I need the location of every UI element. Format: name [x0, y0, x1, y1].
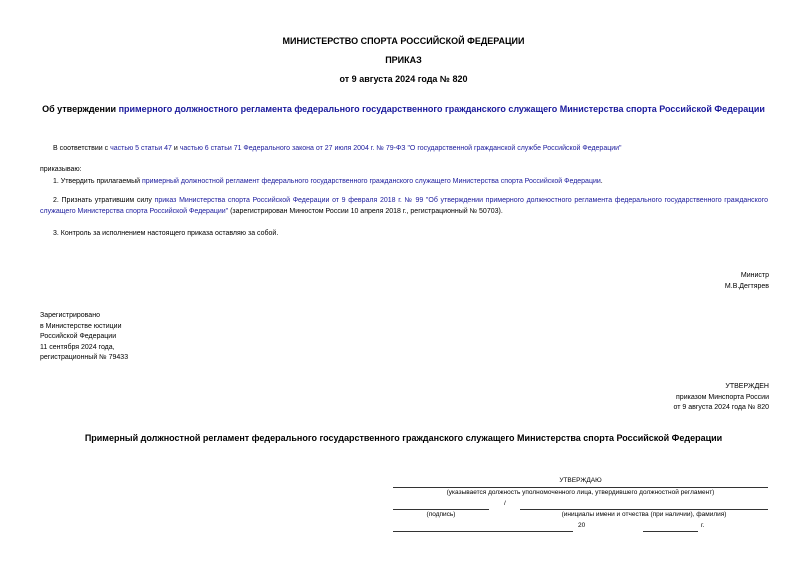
item-2-link[interactable]: приказ Министерства спорта Российской Федерации от 9 февраля 2018 г. № 99 "Об утверждении примерного должностного регламента федерального государственного гражданского служащего Министерства спорта Российской Федерации" — [40, 197, 768, 215]
basis-paragraph — [40, 143, 768, 155]
form-year-prefix: 20 — [578, 522, 586, 529]
item-2 — [40, 196, 768, 217]
approval-block — [674, 382, 770, 414]
signature-block — [725, 270, 769, 292]
doc-type-heading: ПРИКАЗ — [385, 55, 422, 65]
registration-line-3: Российской Федерации — [40, 333, 117, 340]
signature-name: М.В.Дегтярев — [724, 283, 769, 290]
item-3: 3. Контроль за исполнением настоящего приказа оставляю за собой. — [53, 230, 279, 237]
form-slash: / — [504, 500, 506, 507]
basis-link-article-71[interactable]: частью 6 статьи 71 Федерального закона от 27 июля 2004 г. № 79-ФЗ "О государственной гражданской службе Российской Федерации" — [179, 145, 622, 152]
item-2-post: (зарегистрирован Минюстом России 10 апреля 2018 г., регистрационный № 50703). — [228, 207, 503, 215]
registration-line-5: регистрационный № 79433 — [40, 354, 129, 361]
basis-pre: В соответствии с — [53, 145, 111, 152]
form-position-line — [393, 487, 768, 488]
form-name-line — [520, 509, 768, 510]
doc-date-heading: от 9 августа 2024 года № 820 — [339, 74, 468, 84]
basis-mid: и — [171, 145, 180, 152]
registration-line-2: в Министерстве юстиции — [40, 322, 122, 330]
approval-line-3: от 9 августа 2024 года № 820 — [673, 404, 769, 411]
form-date-line — [393, 531, 573, 532]
item-1-post: . — [600, 178, 603, 185]
title-regulation-link[interactable]: примерного должностного регламента федерального государственного гражданского служащего Министерства спорта Российской Федерации — [118, 104, 765, 114]
signature-position: Министр — [740, 272, 769, 279]
ministry-heading: МИНИСТЕРСТВО СПОРТА РОССИЙСКОЙ ФЕДЕРАЦИИ — [282, 36, 525, 46]
form-year-suffix: г. — [701, 522, 705, 529]
form-name-caption: (инициалы имени и отчества (при наличии), фамилия) — [561, 511, 727, 518]
item-1-pre: 1. Утвердить прилагаемый — [53, 178, 142, 185]
form-year-line — [643, 531, 698, 532]
item-1-link[interactable]: примерный должностной регламент федерального государственного гражданского служащего Министерства спорта Российской Федерации — [141, 178, 601, 185]
document-title — [0, 104, 807, 114]
order-word: приказываю: — [40, 166, 82, 173]
reglament-title: Примерный должностной регламент федерального государственного гражданского служащего Министерства спорта Российской Федерации — [84, 433, 723, 443]
approval-line-1: УТВЕРЖДЕН — [725, 383, 769, 390]
item-2-pre: 2. Признать утратившим силу — [53, 197, 155, 204]
basis-link-article-47[interactable]: частью 5 статьи 47 — [110, 145, 172, 152]
form-approve: УТВЕРЖДАЮ — [559, 477, 602, 484]
registration-line-1: Зарегистрировано — [40, 312, 100, 319]
form-signature-line — [393, 509, 489, 510]
registration-block — [40, 311, 128, 364]
registration-line-4: 11 сентября 2024 года, — [40, 343, 115, 351]
form-position-caption: (указывается должность уполномоченного лица, утвердившего должностной регламент) — [446, 489, 715, 496]
form-sign-caption: (подпись) — [426, 511, 456, 518]
item-1 — [40, 176, 768, 188]
title-prefix: Об утверждении — [42, 104, 119, 114]
approval-line-2: приказом Минспорта России — [676, 393, 769, 401]
